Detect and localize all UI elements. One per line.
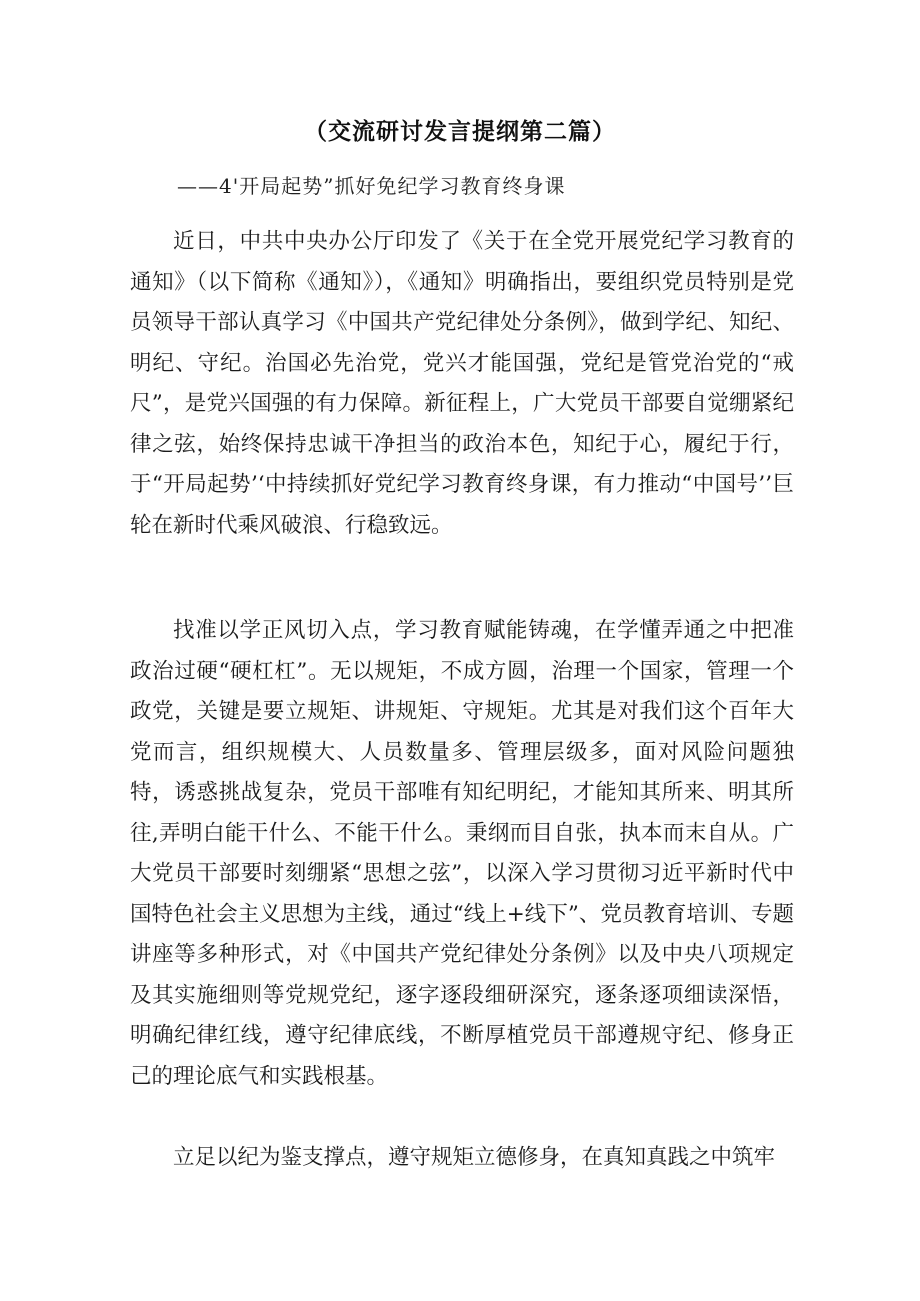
paragraph-1: 近日，中共中央办公厅印发了《关于在全党开展党纪学习教育的通知》（以下简称《通知》），《通知》明确指出，要组织党员特别是党员领导干部认真学习《中国共产党纪律处分条例》，做到学纪、知纪、明纪、守纪。治国必先治党，党兴才能国强，党纪是管党治党的“戒尺”，是党兴国强的有力保障。新征程上，广大党员干部要自觉绷紧纪律之弦，始终保持忠诚干净担当的政治本色，知纪于心，履纪于行，于“开局起势’‘中持续抓好党纪学习教育终身课，有力推动“中国号’’巨轮在新时代乘风破浪、行稳致远。 (130, 229, 794, 538)
paragraph-2: 找准以学正风切入点，学习教育赋能铸魂，在学懂弄通之中把准政治过硬“硬杠杠”。无以规矩，不成方圆，治理一个国家，管理一个政党，关键是要立规矩、讲规矩、守规矩。尤其是对我们这个百年大党而言，组织规模大、人员数量多、管理层级多，面对风险问题独特，诱惑挑战复杂，党员干部唯有知纪明纪，才能知其所来、明其所往,弄明白能干什么、不能干什么。秉纲而目自张，执本而末自从。广大党员干部要时刻绷紧“思想之弦”，以深入学习贯彻习近平新时代中国特色社会主义思想为主线，通过“线上+线下”、党员教育培训、专题讲座等多种形式，对《中国共产党纪律处分条例》以及中央八项规定及其实施细则等党规党纪，逐字逐段细研深究，逐条逐项细读深悟，明确纪律红线，遵守纪律底线，不断厚植党员干部遵规守纪、修身正己的理论底气和实践根基。 (130, 618, 794, 1089)
document-subtitle: ——4'开局起势”抓好免纪学习教育终身课 (177, 174, 566, 198)
document-title: （交流研讨发言提纲第二篇） (304, 119, 616, 145)
paragraph-3: 立足以纪为鉴支撑点，遵守规矩立德修身，在真知真践之中筑牢 (173, 1145, 776, 1170)
